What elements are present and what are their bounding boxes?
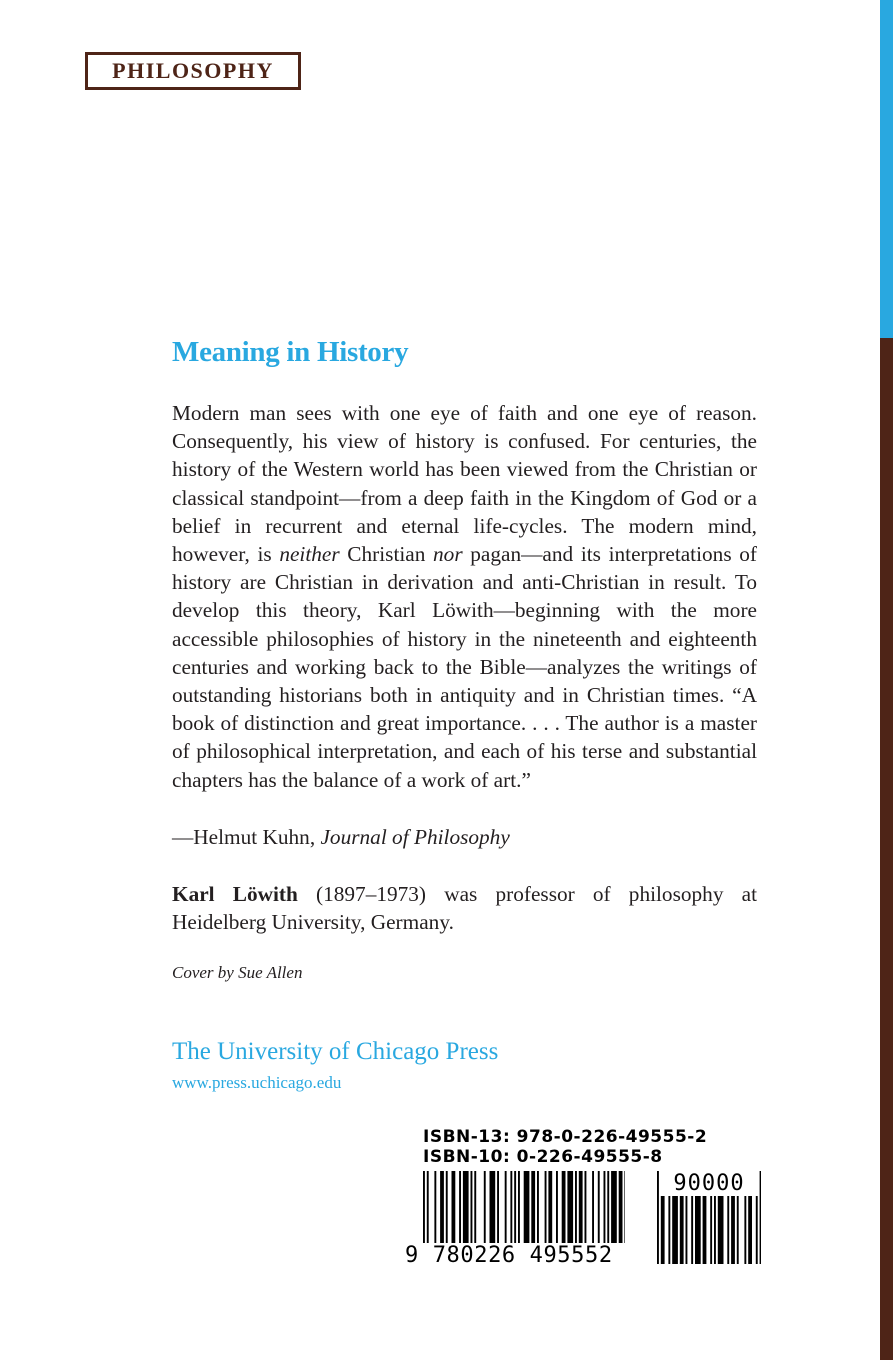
price-code: 90000 (660, 1171, 758, 1196)
barcode-bar (611, 1171, 617, 1243)
cover-credit: Cover by Sue Allen (172, 963, 303, 982)
barcode-bar (760, 1171, 761, 1264)
barcode-bar (575, 1171, 577, 1243)
blurb-emphasis-nor: nor (433, 542, 463, 567)
book-title: Meaning in History (172, 336, 409, 368)
barcode-bar (579, 1171, 583, 1243)
barcode-bar (514, 1171, 516, 1243)
barcode-bar (537, 1171, 539, 1243)
barcode-bar (484, 1171, 486, 1243)
barcode-bar (446, 1171, 448, 1243)
barcode-bar (459, 1171, 461, 1243)
quote-source: Journal of Philosophy (320, 825, 510, 849)
barcode-bar (474, 1171, 476, 1243)
barcode-number: 9 780226 495552 (405, 1243, 613, 1268)
quote-author: —Helmut Kuhn, (172, 825, 321, 849)
category-label: PHILOSOPHY (85, 52, 301, 90)
blurb-mid: Christian (339, 542, 434, 567)
barcode-bar (518, 1171, 520, 1243)
barcode-bar (463, 1171, 469, 1243)
barcode-bar (524, 1171, 530, 1243)
barcode-bar (423, 1171, 425, 1243)
quote-attribution (172, 823, 510, 851)
barcode-bar (604, 1171, 606, 1243)
barcode-bar (556, 1171, 558, 1243)
barcode-bar (490, 1171, 496, 1243)
barcode-bar (598, 1171, 600, 1243)
blurb-intro: Modern man sees with one eye of faith and one eye of reason. Consequently, his view of history is confused. For centuries, the history of the Western world has been viewed from the Christian or classical standpoint—from a deep faith in the Kingdom of God or a belief in recurrent and eternal life-cycles. The modern mind, however, is (172, 401, 757, 567)
barcode-bar (505, 1171, 507, 1243)
blurb-rest: pagan—and its interpretations of history are Christian in derivation and anti-Christian in result. To develop this theory, Karl Löwith—beginning with the more accessible philosophies of history in the nineteenth and eighteenth centuries and working back to the Bible—analyzes the writings of outstanding historians both in antiquity and in Christian times. “A book of distinction and great importance. . . . The author is a master of philosophical interpretation, and each of his terse and substantial chapters has the balance of a work of art.” (172, 542, 757, 792)
author-name: Karl Löwith (172, 882, 298, 906)
publisher-name: The University of Chicago Press (172, 1038, 499, 1065)
book-description (172, 399, 757, 794)
barcode-main (423, 1171, 625, 1243)
barcode-bar (567, 1171, 573, 1243)
barcode-bar (592, 1171, 594, 1243)
barcode-bar (607, 1171, 609, 1243)
spine-edge-blue (880, 0, 893, 338)
barcode-bar (427, 1171, 429, 1243)
publisher-url: www.press.uchicago.edu (172, 1073, 342, 1092)
barcode-bar (471, 1171, 473, 1243)
author-bio-text: (1897–1973) was professor of philosophy at Heidelberg University, Germany. (172, 882, 757, 935)
author-bio (172, 880, 757, 936)
blurb-emphasis-neither: neither (279, 542, 340, 567)
barcode-bar (440, 1171, 444, 1243)
barcode-bar (531, 1171, 535, 1243)
barcode-bar (548, 1171, 552, 1243)
isbn-13: ISBN-13: 978-0-226-49555-2 (423, 1127, 708, 1147)
barcode-bar (545, 1171, 547, 1243)
barcode-bar (624, 1171, 625, 1243)
barcode-bar (510, 1171, 512, 1243)
spine-edge-brown (880, 338, 893, 1360)
barcode-bar (562, 1171, 566, 1243)
barcode-bar (585, 1171, 587, 1243)
barcode-bar (452, 1171, 456, 1243)
barcode-bar (434, 1171, 436, 1243)
barcode-bar (619, 1171, 623, 1243)
isbn-10: ISBN-10: 0-226-49555-8 (423, 1147, 663, 1167)
barcode-bar (497, 1171, 499, 1243)
barcode-bar (657, 1171, 659, 1264)
